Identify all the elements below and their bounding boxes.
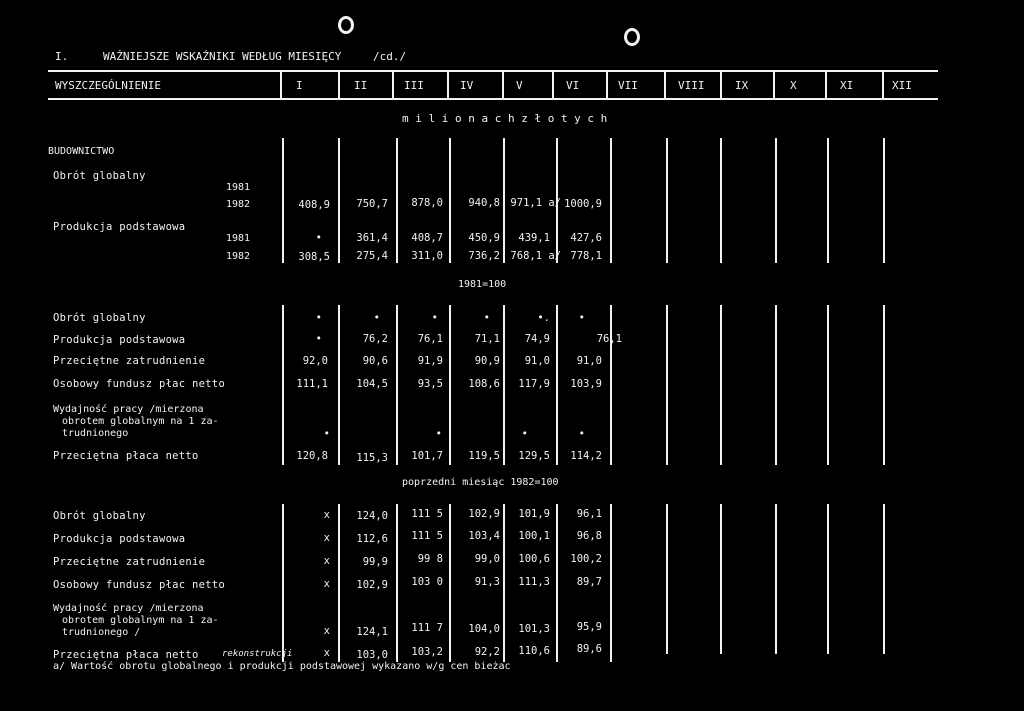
- col-sep: [552, 70, 554, 100]
- value: 361,4: [356, 232, 388, 244]
- value: 308,5: [298, 251, 330, 263]
- value: 971,1 a/: [510, 197, 561, 209]
- row-label: Osobowy fundusz płac netto: [53, 378, 226, 390]
- value: 111 5: [411, 530, 443, 542]
- value: 91,0: [576, 355, 602, 367]
- value: •: [578, 312, 585, 324]
- col-line: [610, 305, 612, 465]
- value: 112,6: [356, 533, 388, 545]
- value: 439,1: [518, 232, 550, 244]
- value: 111,3: [518, 576, 550, 588]
- value: •: [431, 312, 438, 324]
- value: x: [323, 509, 330, 521]
- value: 100,2: [570, 553, 602, 565]
- value: x: [323, 532, 330, 544]
- value: 111 7: [411, 622, 443, 634]
- row-label: Produkcja podstawowa: [53, 533, 186, 545]
- value: 92,0: [302, 355, 328, 367]
- row-label: Przeciętna płaca netto: [53, 649, 199, 661]
- value: 91,3: [474, 576, 500, 588]
- value: 71,1: [474, 333, 500, 345]
- col-line: [666, 305, 668, 465]
- value: x: [323, 578, 330, 590]
- col-line: [827, 305, 829, 465]
- col-sep: [720, 70, 722, 100]
- value: 103,4: [468, 530, 500, 542]
- value: 778,1: [570, 250, 602, 262]
- col-sep: [447, 70, 449, 100]
- spec-header: WYSZCZEGÓLNIENIE: [55, 79, 161, 92]
- col-line: [720, 138, 722, 263]
- month-header-IX: IX: [735, 79, 749, 92]
- col-sep: [502, 70, 504, 100]
- row-label-line: trudnionego /: [62, 627, 141, 638]
- col-sep: [664, 70, 666, 100]
- row-label: Przeciętne zatrudnienie: [53, 556, 206, 568]
- col-sep: [825, 70, 827, 100]
- value: 74,9: [524, 333, 550, 345]
- value: 1000,9: [564, 198, 602, 210]
- value: 76,1: [596, 333, 622, 345]
- handwritten-note: rekonstrukcji: [222, 649, 293, 659]
- value: •: [315, 312, 322, 324]
- value: 940,8: [468, 197, 500, 209]
- col-line: [720, 305, 722, 465]
- value: 311,0: [411, 250, 443, 262]
- month-header-V: V: [516, 79, 523, 92]
- value: 92,2: [474, 646, 500, 658]
- value: 93,5: [417, 378, 443, 390]
- page-title: WAŻNIEJSZE WSKAŹNIKI WEDŁUG MIESIĘCY: [103, 50, 342, 63]
- row-label: Produkcja podstawowa: [53, 221, 186, 233]
- col-line: [883, 504, 885, 654]
- year-label: 1981: [226, 182, 251, 193]
- section-number: I.: [55, 50, 69, 63]
- row-label-line: Wydajność pracy /mierzona: [53, 603, 204, 614]
- col-line: [775, 138, 777, 263]
- value: 96,8: [576, 530, 602, 542]
- header-bottom-rule: [48, 98, 938, 100]
- value: 736,2: [468, 250, 500, 262]
- value: 99,0: [474, 553, 500, 565]
- title-continued: /cd./: [373, 50, 407, 63]
- value: 96,1: [576, 508, 602, 520]
- month-header-IV: IV: [460, 79, 474, 92]
- value: •: [578, 428, 585, 440]
- value: 76,1: [417, 333, 443, 345]
- col-line: [610, 504, 612, 662]
- value: 768,1 a/: [510, 250, 561, 262]
- value: 76,2: [362, 333, 388, 345]
- row-label: Obrót globalny: [53, 312, 146, 324]
- value: 104,0: [468, 623, 500, 635]
- month-header-VII: VII: [618, 79, 638, 92]
- base-label: poprzedni miesiąc 1982=100: [402, 477, 559, 488]
- value: 408,7: [411, 232, 443, 244]
- row-label-line: obrotem globalnym na 1 za-: [62, 615, 219, 626]
- value: x: [323, 647, 330, 659]
- col-line: [883, 305, 885, 465]
- value: 103,2: [411, 646, 443, 658]
- value: x: [323, 625, 330, 637]
- value: •: [521, 428, 528, 440]
- value: x: [323, 555, 330, 567]
- base-label: 1981=100: [458, 279, 507, 290]
- footnote: a/ Wartość obrotu globalnego i produkcji podstawowej wykazano w/g cen bieżac: [53, 661, 511, 672]
- col-line: [775, 504, 777, 654]
- value: •: [483, 312, 490, 324]
- punch-hole-left: [338, 16, 354, 34]
- year-label: 1982: [226, 199, 251, 210]
- row-label-line: Wydajność pracy /mierzona: [53, 404, 204, 415]
- row-label: Osobowy fundusz płac netto: [53, 579, 226, 591]
- col-sep: [882, 70, 884, 100]
- value: •: [315, 333, 322, 345]
- value: 99,9: [362, 556, 388, 568]
- row-label: Produkcja podstawowa: [53, 334, 186, 346]
- month-header-I: I: [296, 79, 303, 92]
- value: 103,0: [356, 649, 388, 661]
- value: •: [315, 232, 322, 244]
- year-label: 1982: [226, 251, 251, 262]
- value: 110,6: [518, 645, 550, 657]
- row-label: Obrót globalny: [53, 510, 146, 522]
- col-line: [827, 504, 829, 654]
- value: 91,9: [417, 355, 443, 367]
- month-header-II: II: [354, 79, 368, 92]
- col-line: [666, 504, 668, 654]
- units-label: m i l i o n a c h z ł o t y c h: [402, 112, 608, 125]
- value: 90,6: [362, 355, 388, 367]
- col-line: [827, 138, 829, 263]
- col-sep: [392, 70, 394, 100]
- value: 408,9: [298, 199, 330, 211]
- value: 114,2: [570, 450, 602, 462]
- value: 750,7: [356, 198, 388, 210]
- value: •.: [537, 312, 550, 324]
- value: 124,1: [356, 626, 388, 638]
- value: 111 5: [411, 508, 443, 520]
- value: 101,3: [518, 623, 550, 635]
- value: 878,0: [411, 197, 443, 209]
- value: 115,3: [356, 452, 388, 464]
- row-label: Obrót globalny: [53, 170, 146, 182]
- col-sep: [280, 70, 282, 100]
- value: 101,7: [411, 450, 443, 462]
- header-top-rule: [48, 70, 938, 72]
- value: 101,9: [518, 508, 550, 520]
- value: 427,6: [570, 232, 602, 244]
- month-header-XI: XI: [840, 79, 854, 92]
- value: 103 0: [411, 576, 443, 588]
- col-line: [883, 138, 885, 263]
- value: 89,7: [576, 576, 602, 588]
- year-label: 1981: [226, 233, 251, 244]
- section-heading: BUDOWNICTWO: [48, 146, 115, 157]
- row-label: Przeciętna płaca netto: [53, 450, 199, 462]
- col-line: [610, 138, 612, 263]
- value: 103,9: [570, 378, 602, 390]
- value: 95,9: [576, 621, 602, 633]
- value: 117,9: [518, 378, 550, 390]
- value: 99 8: [417, 553, 443, 565]
- col-line: [775, 305, 777, 465]
- value: 129,5: [518, 450, 550, 462]
- value: 124,0: [356, 510, 388, 522]
- col-line: [503, 138, 505, 263]
- value: 100,1: [518, 530, 550, 542]
- value: 90,9: [474, 355, 500, 367]
- value: 119,5: [468, 450, 500, 462]
- row-label-line: trudnionego: [62, 428, 129, 439]
- punch-hole-right: [624, 28, 640, 46]
- col-sep: [338, 70, 340, 100]
- value: 275,4: [356, 250, 388, 262]
- row-label: Przeciętne zatrudnienie: [53, 355, 206, 367]
- value: 120,8: [296, 450, 328, 462]
- value: •: [373, 312, 380, 324]
- value: •: [323, 428, 330, 440]
- value: 108,6: [468, 378, 500, 390]
- month-header-XII: XII: [892, 79, 912, 92]
- month-header-X: X: [790, 79, 797, 92]
- value: 450,9: [468, 232, 500, 244]
- value: 100,6: [518, 553, 550, 565]
- value: 104,5: [356, 378, 388, 390]
- col-sep: [606, 70, 608, 100]
- value: 89,6: [576, 643, 602, 655]
- value: 111,1: [296, 378, 328, 390]
- col-line: [666, 138, 668, 263]
- value: 91,0: [524, 355, 550, 367]
- value: 102,9: [468, 508, 500, 520]
- month-header-VIII: VIII: [678, 79, 705, 92]
- month-header-III: III: [404, 79, 424, 92]
- col-sep: [773, 70, 775, 100]
- row-label-line: obrotem globalnym na 1 za-: [62, 416, 219, 427]
- value: 102,9: [356, 579, 388, 591]
- col-line: [720, 504, 722, 654]
- value: •: [435, 428, 442, 440]
- month-header-VI: VI: [566, 79, 580, 92]
